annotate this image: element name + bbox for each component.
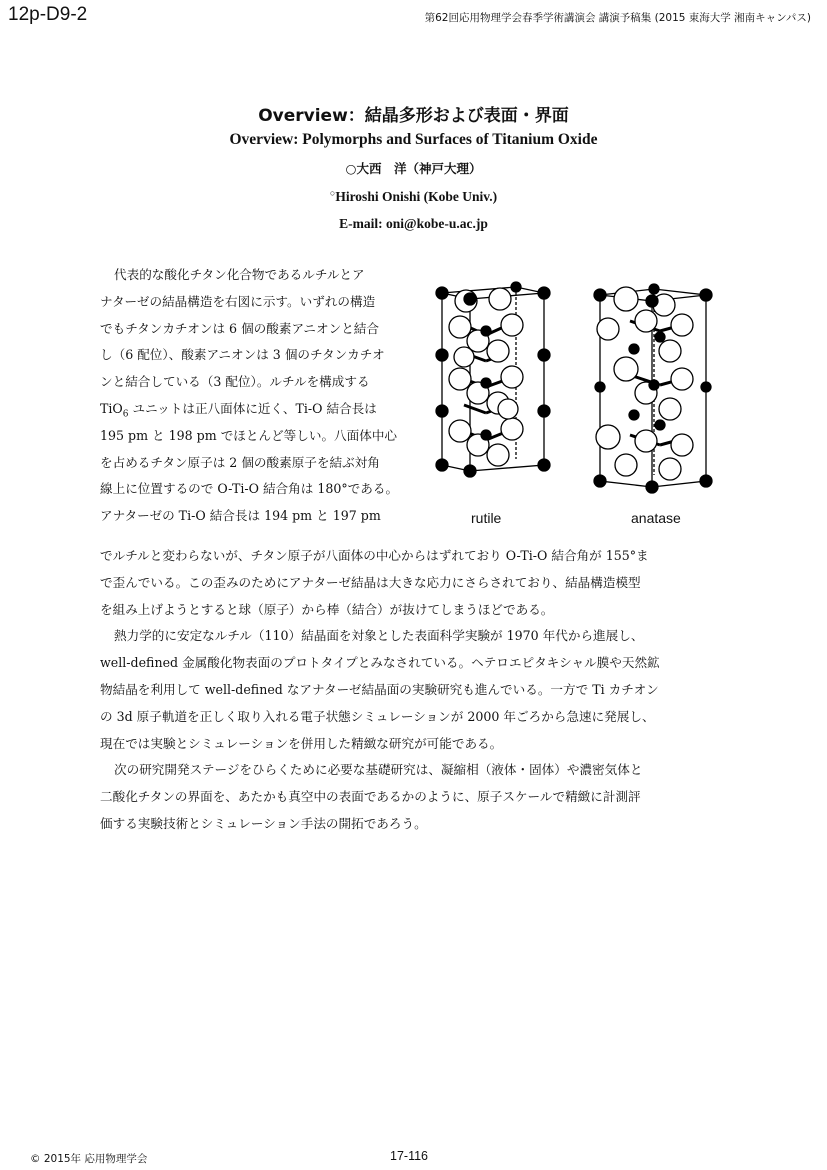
presenter-mark: ○ xyxy=(345,161,357,176)
session-id: 12p-D9-2 xyxy=(8,4,88,25)
tio6-subscript: 6 xyxy=(122,409,129,420)
text-line: でもチタンカチオンは 6 個の酸素アニオンと結合 xyxy=(100,320,379,336)
text-line: 価する実験技術とシミュレーション手法の開拓であろう。 xyxy=(100,815,427,831)
conference-name: 第62回応用物理学会春季学術講演会 講演予稿集 (2015 東海大学 湘南キャンパス) xyxy=(424,12,811,24)
text-line: 代表的な酸化チタン化合物であるルチルとア xyxy=(114,267,365,282)
text-line: の 3d 原子軌道を正しく取り入れる電子状態シミュレーションが 2000 年ごろから急速に発展し、 xyxy=(100,708,655,724)
text-line: well-defined 金属酸化物表面のプロトタイプとみなされている。ヘテロエピタキシャル膜や天然鉱 xyxy=(100,655,660,671)
text-line: 熱力学的に安定なルチル（110）結晶面を対象とした表面科学実験が 1970 年代から進展し、 xyxy=(114,628,644,644)
text-line xyxy=(100,396,418,423)
text-line: アナターゼの Ti-O 結合長は 194 pm と 197 pm xyxy=(100,508,381,524)
author-english xyxy=(0,188,827,205)
author-english-text: Hiroshi Onishi (Kobe Univ.) xyxy=(335,189,498,204)
author-japanese-text: 大西 洋（神戸大理） xyxy=(356,161,482,176)
text-line: 二酸化チタンの界面を、あたかも真空中の表面であるかのように、原子スケールで精緻に計測評 xyxy=(100,789,641,805)
text-line: 次の研究開発ステージをひらくために必要な基礎研究は、凝縮相（液体・固体）や濃密気体と xyxy=(114,762,643,778)
presenter-mark-en: ○ xyxy=(329,188,336,198)
text-line: ナターゼの結晶構造を右図に示す。いずれの構造 xyxy=(100,293,376,309)
text-line: ンと結合している（3 配位）。ルチルを構成する xyxy=(100,374,370,390)
text-line-rest: ユニットは正八面体に近く、Ti-O 結合長は xyxy=(128,400,377,416)
body-paragraph-1 xyxy=(100,262,418,530)
author-japanese xyxy=(0,159,827,177)
footer-copyright: © 2015年 応用物理学会 xyxy=(30,1153,148,1165)
crystal-structure-figure xyxy=(420,275,740,530)
title-english: Overview: Polymorphs and Surfaces of Titanium Oxide xyxy=(229,131,598,148)
author-email: E-mail: oni@kobe-u.ac.jp xyxy=(339,216,488,231)
anatase-structure xyxy=(594,284,712,493)
title-japanese: Overview：結晶多形および表面・界面 xyxy=(258,106,569,126)
text-line: を組み上げようとすると球（原子）から棒（結合）が抜けてしまうほどである。 xyxy=(100,601,554,617)
text-line: で歪んでいる。この歪みのためにアナターゼ結晶は大きな応力にさらされており、結晶構造模型 xyxy=(100,574,641,590)
text-line: 現在では実験とシミュレーションを併用した精緻な研究が可能である。 xyxy=(100,735,503,751)
text-line: 195 pm と 198 pm でほとんど等しい。八面体中心 xyxy=(100,427,398,443)
tio6-text: TiO xyxy=(100,400,123,416)
text-line: を占めるチタン原子は 2 個の酸素原子を結ぶ対角 xyxy=(100,454,380,470)
text-line: 物結晶を利用して well-defined なアナターゼ結晶面の実験研究も進んでいる。一方で Ti カチオン xyxy=(100,681,659,697)
body-paragraphs xyxy=(100,543,790,838)
caption-rutile: rutile xyxy=(471,510,502,526)
text-line: でルチルと変わらないが、チタン原子が八面体の中心からはずれており O-Ti-O 結合角が 155°ま xyxy=(100,548,649,563)
rutile-structure xyxy=(436,282,550,477)
page-number: 17-116 xyxy=(390,1149,428,1163)
caption-anatase: anatase xyxy=(631,510,681,526)
text-line: 線上に位置するので O-Ti-O 結合角は 180°である。 xyxy=(100,481,399,497)
text-line: し（6 配位）、酸素アニオンは 3 個のチタンカチオ xyxy=(100,347,385,363)
